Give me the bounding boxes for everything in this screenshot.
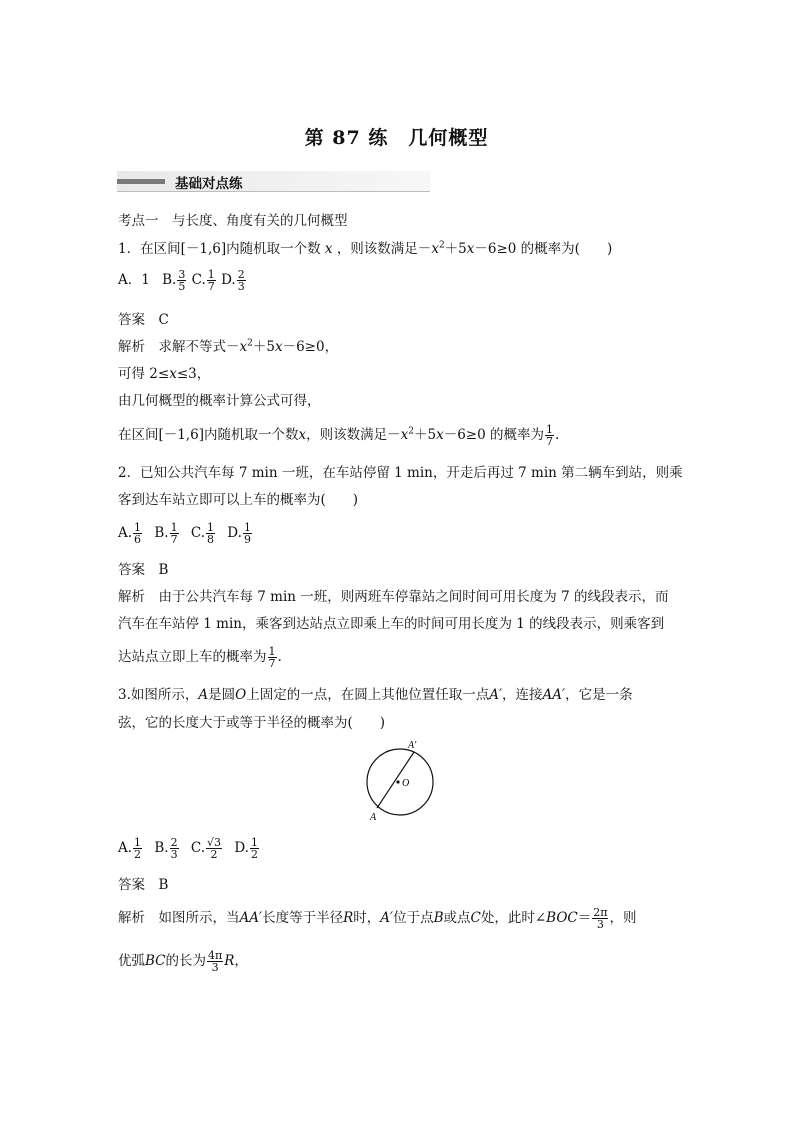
denominator: 7: [546, 435, 553, 448]
text: ，它是一条: [565, 687, 633, 703]
text: ，: [234, 953, 248, 969]
arc-fraction: [207, 950, 223, 973]
q2-stem-1: 2．已知公共汽车每 7 min 一班，在车站停留 1 min，开走后再过 7 min 第二辆车到站，则乘: [118, 465, 683, 481]
text: 或点: [443, 910, 471, 926]
option-a: A．1: [118, 272, 150, 288]
q1-stem: [118, 240, 612, 258]
text: 时，: [353, 910, 381, 926]
var: A′: [380, 910, 394, 926]
var: x: [400, 427, 409, 443]
answer-fraction: [268, 646, 277, 669]
numerator: √3: [207, 836, 222, 849]
numerator: 1: [134, 521, 142, 534]
option-a-fraction: [133, 522, 142, 545]
q2-explanation-3: [118, 642, 282, 672]
option-a-label: A.: [118, 840, 133, 856]
denominator: 3: [237, 280, 245, 293]
var: x: [239, 339, 248, 355]
answer-fraction: [545, 424, 554, 447]
denominator: 2: [134, 848, 142, 861]
q3-explanation-2: [118, 946, 248, 976]
q1-explanation-2: [118, 365, 210, 383]
var: R: [224, 953, 235, 969]
denominator: 8: [207, 533, 214, 546]
numerator: 1: [268, 645, 276, 658]
q1-explanation-1: [118, 338, 338, 356]
option-c-label: C.: [191, 272, 206, 288]
text: 处，此时∠: [480, 910, 547, 926]
option-b-label: B.: [154, 840, 169, 856]
option-d-label: D.: [221, 272, 236, 288]
text: －6≥0，: [282, 339, 339, 355]
q1-explanation-4: [118, 420, 559, 450]
option-d-fraction: [237, 269, 246, 292]
text: －6≥0 的概率为: [443, 427, 544, 443]
numerator: 1: [170, 521, 178, 534]
q3-stem-1: [118, 686, 633, 704]
text: 是圆: [208, 687, 236, 703]
text: 3.如图所示，: [118, 687, 199, 703]
denominator: 9: [243, 533, 251, 546]
text: 长度等于半径: [262, 910, 344, 926]
q3-stem-2: 弦，它的长度大于或等于半径的概率为( ): [118, 715, 386, 731]
var: BOC: [546, 910, 578, 926]
var: A′: [489, 687, 503, 703]
option-a-fraction: [133, 837, 142, 860]
text: ＋5: [414, 427, 437, 443]
q2-explanation-1: 解析 由于公共汽车每 7 min 一班，则两班车停靠站之间时间可用长度为 7 的线段表示，而: [118, 589, 669, 605]
page-title: 第 87 练 几何概型: [304, 127, 489, 149]
numerator: 2π: [593, 906, 608, 919]
option-c-fraction: [206, 522, 215, 545]
var: AA′: [542, 687, 566, 703]
var: R: [343, 910, 354, 926]
circle-figure: [360, 736, 450, 826]
option-b-fraction: [177, 269, 186, 292]
option-d-fraction: [250, 837, 259, 860]
text: .: [555, 427, 560, 443]
option-a-label: A.: [118, 525, 133, 541]
angle-fraction: [592, 907, 608, 930]
numerator: 1: [250, 836, 258, 849]
label-a-prime: A′: [408, 740, 417, 751]
numerator: 2: [170, 836, 178, 849]
q2-options: [118, 518, 253, 548]
option-b-fraction: [170, 522, 179, 545]
text: ，则: [609, 910, 637, 926]
option-b-label: B.: [154, 525, 169, 541]
exponent: 2: [438, 240, 445, 251]
section-stripe: [117, 179, 165, 184]
denominator: 2: [250, 848, 258, 861]
option-b-label: B.: [162, 272, 177, 288]
text: 达站点立即上车的概率为: [118, 649, 267, 665]
option-b-fraction: [170, 837, 179, 860]
option-d-fraction: [243, 522, 252, 545]
text: ，连接: [502, 687, 543, 703]
numerator: 3: [178, 268, 186, 281]
text: 解析 求解不等式－: [118, 339, 240, 355]
text: 1．在区间[－1,6]内随机取一个数: [118, 241, 321, 257]
text: ，则该数满足－: [306, 427, 401, 443]
option-d-label: D.: [227, 525, 242, 541]
option-d-label: D.: [234, 840, 249, 856]
numerator: 1: [546, 423, 553, 436]
q1-explanation-3: 由几何概型的概率计算公式可得，: [118, 393, 321, 409]
q3-options: [118, 832, 260, 864]
text: 可得 2≤: [118, 366, 170, 382]
var: AA′: [239, 910, 263, 926]
denominator: 6: [134, 533, 142, 546]
option-c-fraction: [206, 837, 222, 860]
numerator: 1: [207, 521, 214, 534]
section-label: 基础对点练: [175, 176, 243, 192]
var: x: [431, 241, 439, 257]
var: x: [324, 241, 333, 257]
var: BC: [145, 953, 166, 969]
topic-heading: 考点一 与长度、角度有关的几何概型: [118, 213, 348, 229]
var: A: [198, 687, 209, 703]
var: x: [436, 427, 444, 443]
text: －6≥0 的概率为( ): [474, 241, 613, 257]
q1-options: [118, 268, 247, 292]
q3-answer: 答案 B: [118, 877, 169, 893]
var: x: [274, 339, 283, 355]
denominator: 5: [178, 280, 186, 293]
var: C: [470, 910, 481, 926]
denominator: 3: [211, 961, 219, 974]
text: ＋5: [252, 339, 275, 355]
q3-explanation-1: [118, 903, 636, 933]
q2-answer: 答案 B: [118, 562, 169, 578]
denominator: 2: [210, 848, 218, 861]
denominator: 7: [268, 657, 276, 670]
var: x: [466, 241, 475, 257]
option-c-label: C.: [190, 525, 205, 541]
numerator: 2: [237, 268, 245, 281]
circle-o: [367, 749, 433, 815]
center-point: [396, 780, 399, 783]
var: O: [235, 687, 247, 703]
denominator: 3: [596, 918, 604, 931]
text: 在区间[－1,6]内随机取一个数: [118, 427, 299, 443]
var: x: [169, 366, 177, 382]
numerator: 4π: [208, 949, 223, 962]
q1-answer: 答案 C: [118, 312, 169, 328]
text: 优弧: [118, 953, 145, 969]
section-header: [117, 171, 430, 192]
text: 解析 如图所示，当: [118, 910, 240, 926]
exponent: 2: [408, 426, 414, 437]
q2-explanation-2: 汽车在车站停 1 min，乘客到达站点立即乘上车的时间可用长度为 1 的线段表示，则乘客到: [118, 616, 665, 632]
text: 上固定的一点，在圆上其他位置任取一点: [246, 687, 490, 703]
option-c-label: C.: [190, 840, 205, 856]
numerator: 1: [207, 268, 215, 281]
q2-stem-2: 客到达车站立即可以上车的概率为( ): [118, 492, 359, 508]
exponent: 2: [247, 338, 253, 349]
label-o: O: [402, 778, 410, 789]
denominator: 7: [170, 533, 178, 546]
var: B: [433, 910, 444, 926]
text: 位于点: [393, 910, 434, 926]
text: ＝: [577, 910, 592, 926]
label-a: A: [370, 812, 377, 823]
text: 的长为: [165, 953, 207, 969]
text: ，则该数满足－: [336, 241, 432, 257]
numerator: 1: [243, 521, 251, 534]
text: ＋5: [444, 241, 467, 257]
text: .: [277, 649, 282, 665]
denominator: 3: [170, 848, 178, 861]
denominator: 7: [207, 280, 215, 293]
option-c-fraction: [207, 269, 216, 292]
var: x: [298, 427, 307, 443]
numerator: 1: [134, 836, 142, 849]
text: ≤3，: [176, 366, 211, 382]
